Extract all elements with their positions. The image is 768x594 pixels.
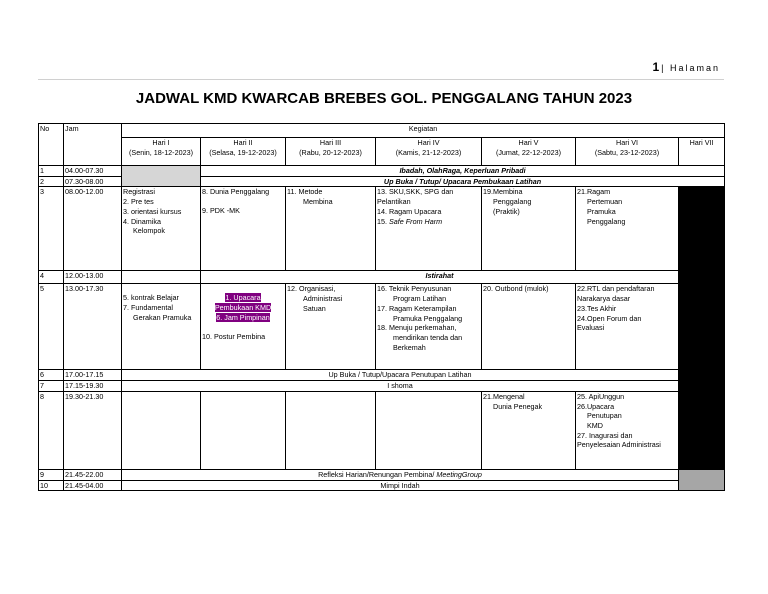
empty-cell <box>122 391 201 469</box>
row-jam: 17.15-19.30 <box>64 381 122 392</box>
empty-cell <box>376 391 482 469</box>
cell-day6: 25. ApiUnggun 26.Upacara Penutupan KMD 27. Inagurasi dan Penyelesaian Administrasi <box>576 391 679 469</box>
row-no: 4 <box>39 271 64 284</box>
header-row-days <box>39 138 725 166</box>
table-row <box>39 381 725 392</box>
row-no: 2 <box>39 176 64 187</box>
header-jam: Jam <box>64 124 122 166</box>
span-activity: Ibadah, OlahRaga, Keperluan Pribadi <box>201 166 725 177</box>
span-activity: Up Buka / Tutup/Upacara Penutupan Latihan <box>122 370 679 381</box>
table-row <box>39 391 725 469</box>
span-activity: Up Buka / Tutup/ Upacara Pembukaan Latihan <box>201 176 725 187</box>
cell-day6: 21.Ragam Pertemuan Pramuka Penggalang <box>576 187 679 271</box>
header-no: No <box>39 124 64 166</box>
row-jam: 19.30-21.30 <box>64 391 122 469</box>
schedule-table <box>38 123 725 491</box>
cell-day1: Registrasi 2. Pre tes 3. orientasi kursus 4. Dinamika Kelompok <box>122 187 201 271</box>
document-title: JADWAL KMD KWARCAB BREBES GOL. PENGGALANG TAHUN 2023 <box>135 90 633 107</box>
row-no: 5 <box>39 284 64 370</box>
span-activity: I shoma <box>122 381 679 392</box>
row-no: 6 <box>39 370 64 381</box>
day-header-4: Hari IV (Kamis, 21-12-2023) <box>376 138 482 166</box>
table-row <box>39 187 725 271</box>
highlight-upacara: 1. Upacara <box>225 293 261 303</box>
header-kegiatan: Kegiatan <box>122 124 725 138</box>
day-header-3: Hari III (Rabu, 20-12-2023) <box>286 138 376 166</box>
black-block <box>679 284 725 370</box>
cell-day2: 8. Dunia Penggalang 9. PDK -MK <box>201 187 286 271</box>
empty-cell <box>286 391 376 469</box>
black-block <box>679 370 725 381</box>
black-block <box>679 271 725 284</box>
row-jam: 17.00-17.15 <box>64 370 122 381</box>
row-no: 9 <box>39 469 64 480</box>
highlight-pembukaan: Pembukaan KMD <box>214 303 272 313</box>
cell-day6: 22.RTL dan pendaftaran Narakarya dasar 23.Tes Akhir 24.Open Forum dan Evaluasi <box>576 284 679 370</box>
cell-day4: 16. Teknik Penyusunan Program Latihan 17. Ragam Keterampilan Pramuka Penggalang 18. Menuju perkemahan, mendirikan tenda dan Berkemah <box>376 284 482 370</box>
black-block <box>679 381 725 392</box>
cell-day3: 11. Metode Membina <box>286 187 376 271</box>
day-header-7: Hari VII <box>679 138 725 166</box>
span-activity: Istirahat <box>201 271 679 284</box>
header-row-kegiatan <box>39 124 725 138</box>
row-no: 10 <box>39 480 64 491</box>
cell-day1: 5. kontrak Belajar 7. Fundamental Gerakan Pramuka <box>122 284 201 370</box>
header-divider <box>38 79 724 80</box>
span-activity: Mimpi Indah <box>122 480 679 491</box>
row-no: 3 <box>39 187 64 271</box>
gray-block <box>122 166 201 187</box>
row-jam: 04.00-07.30 <box>64 166 122 177</box>
table-row <box>39 284 725 370</box>
highlight-jam-pimpinan: 6. Jam Pimpinan <box>216 312 270 322</box>
day-header-6: Hari VI (Sabtu, 23-12-2023) <box>576 138 679 166</box>
day-header-1: Hari I (Senin, 18-12-2023) <box>122 138 201 166</box>
table-row <box>39 271 725 284</box>
table-row <box>39 469 725 480</box>
span-activity: Refleksi Harian/Renungan Pembina/ MeetingGroup <box>122 469 679 480</box>
page-number: 1 <box>652 60 660 74</box>
row-no: 8 <box>39 391 64 469</box>
row-jam: 08.00-12.00 <box>64 187 122 271</box>
row-jam: 21.45-04.00 <box>64 480 122 491</box>
day-header-2: Hari II (Selasa, 19-12-2023) <box>201 138 286 166</box>
row-no: 1 <box>39 166 64 177</box>
page-label: | Halaman <box>661 63 720 73</box>
row-jam: 13.00-17.30 <box>64 284 122 370</box>
page-number-header <box>652 60 720 74</box>
table-row <box>39 166 725 177</box>
day-header-5: Hari V (Jumat, 22-12-2023) <box>482 138 576 166</box>
table-row <box>39 480 725 491</box>
cell-day5: 21.Mengenal Dunia Penegak <box>482 391 576 469</box>
cell-day3: 12. Organisasi, Administrasi Satuan <box>286 284 376 370</box>
empty-cell <box>201 391 286 469</box>
row-jam: 07.30-08.00 <box>64 176 122 187</box>
row-no: 7 <box>39 381 64 392</box>
gray-block <box>679 469 725 490</box>
cell-day4: 13. SKU,SKK, SPG dan Pelantikan 14. Ragam Upacara 15. Safe From Harm <box>376 187 482 271</box>
black-block <box>679 187 725 271</box>
table-row <box>39 370 725 381</box>
row-jam: 21.45-22.00 <box>64 469 122 480</box>
cell-day2: 1. Upacara Pembukaan KMD 6. Jam Pimpinan 10. Postur Pembina <box>201 284 286 370</box>
empty-cell <box>122 271 201 284</box>
black-block <box>679 391 725 469</box>
row-jam: 12.00-13.00 <box>64 271 122 284</box>
cell-day5: 20. Outbond (mulok) <box>482 284 576 370</box>
cell-day5: 19.Membina Penggalang (Praktik) <box>482 187 576 271</box>
